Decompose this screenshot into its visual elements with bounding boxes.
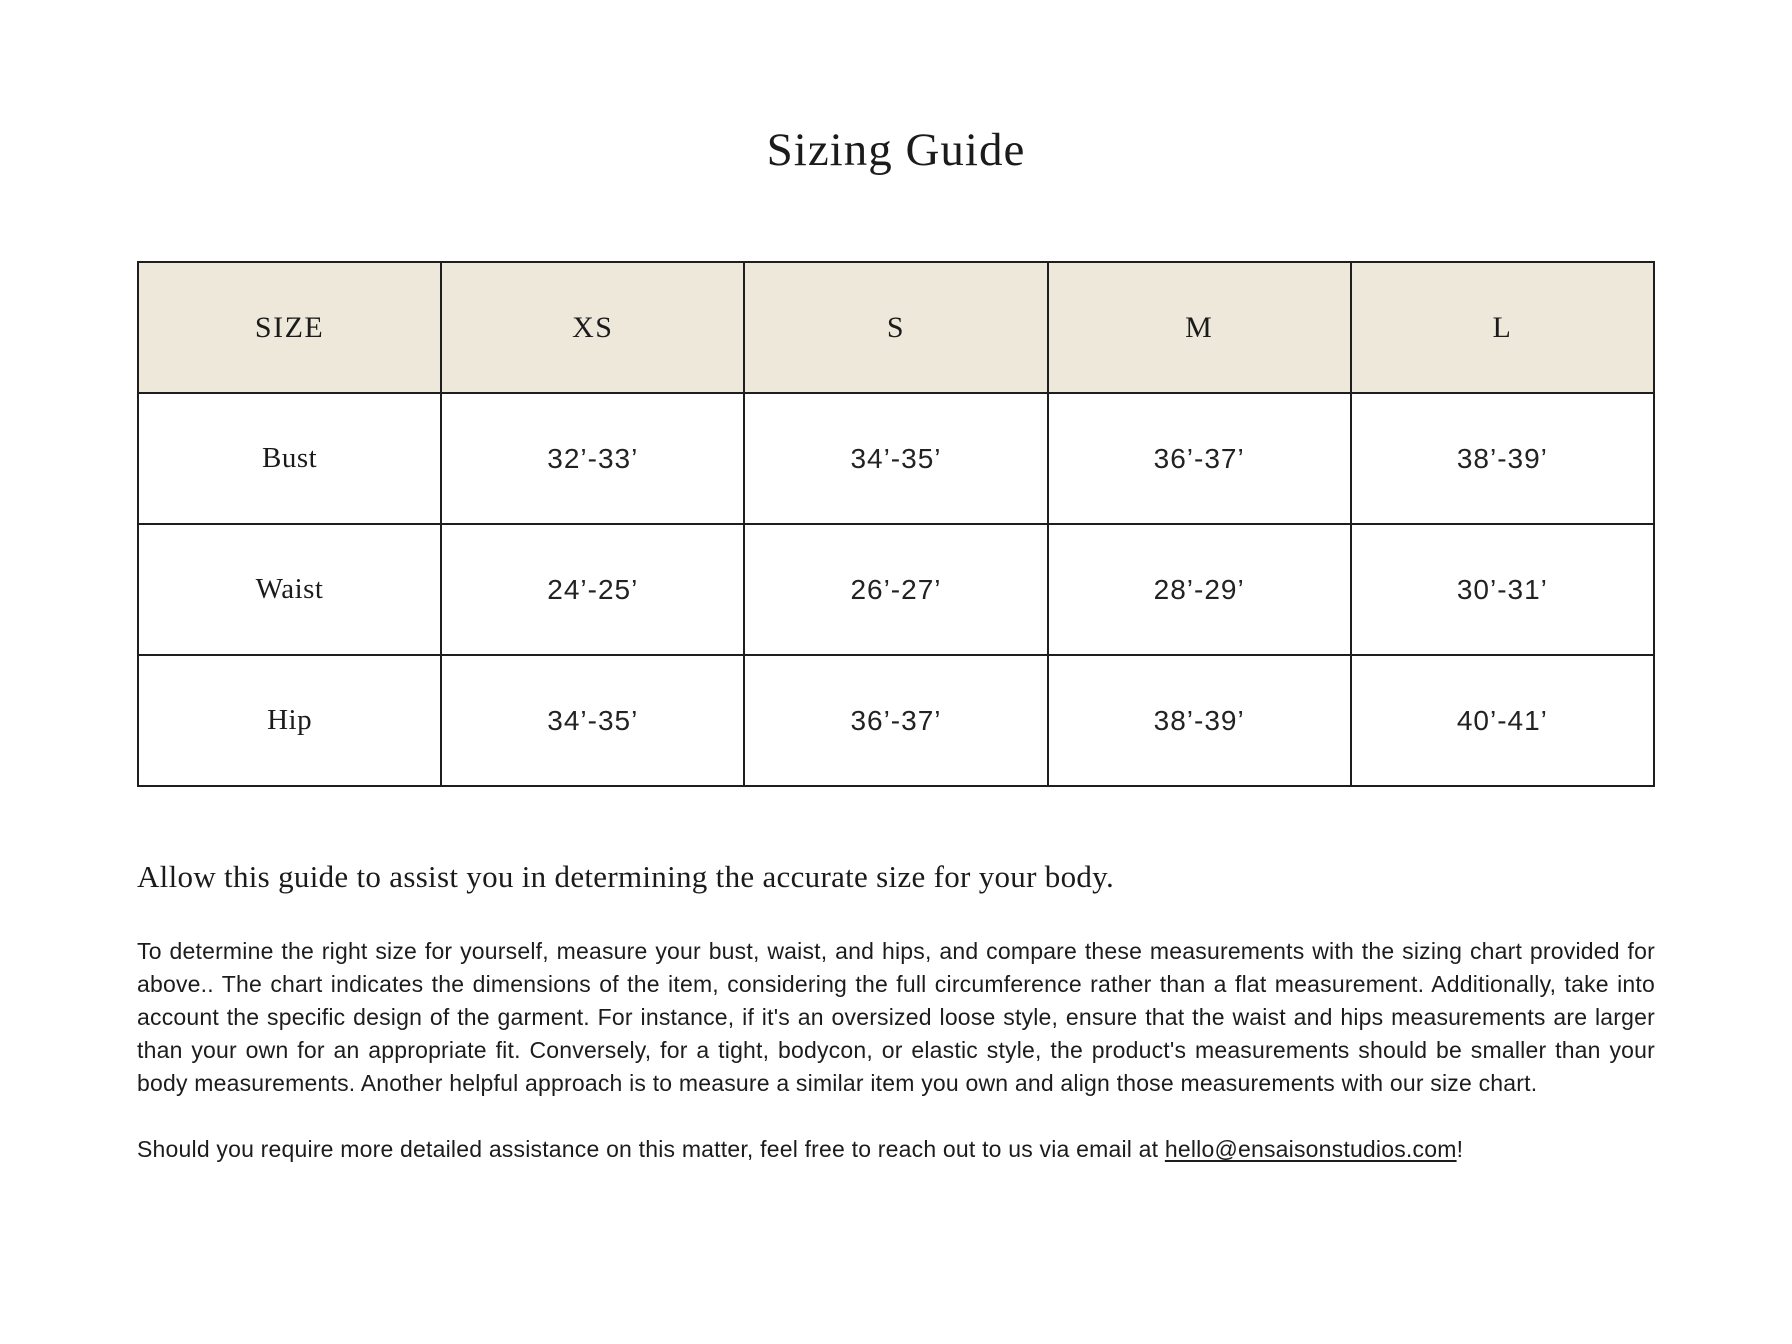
row-label-waist: Waist [138, 524, 441, 655]
instructions-paragraph: To determine the right size for yourself, measure your bust, waist, and hips, and compare these measurements with the sizing chart provided for above.. The chart indicates the dimensions of the item, considering the full circumference rather than a flat measurement. Additionally, take into account the specific design of the garment. For instance, if it's an oversized loose style, ensure that the waist and hips measurements are larger than your own for an appropriate fit. Conversely, for a tight, bodycon, or elastic style, the product's measurements should be smaller than your body measurements. Another helpful approach is to measure a similar item you own and align those measurements with our size chart. [137, 938, 1655, 1096]
header-cell-size: SIZE [138, 262, 441, 393]
table-row-bust [138, 393, 1654, 524]
measurement-cell-waist-s: 26’-27’ [744, 524, 1047, 655]
measurement-cell-waist-xs: 24’-25’ [441, 524, 744, 655]
measurement-cell-waist-l: 30’-31’ [1351, 524, 1654, 655]
guide-subheading: Allow this guide to assist you in determining the accurate size for your body. [137, 859, 1115, 894]
header-cell-l: L [1351, 262, 1654, 393]
measurement-cell-hip-m: 38’-39’ [1048, 655, 1351, 786]
row-label-bust: Bust [138, 393, 441, 524]
contact-text: Should you require more detailed assistance on this matter, feel free to reach out to us via email at [137, 1136, 1165, 1162]
page-title: Sizing Guide [766, 124, 1026, 176]
header-cell-s: S [744, 262, 1047, 393]
measurement-cell-bust-xs: 32’-33’ [441, 393, 744, 524]
contact-line [137, 1133, 1655, 1166]
header-cell-m: M [1048, 262, 1351, 393]
measurement-cell-waist-m: 28’-29’ [1048, 524, 1351, 655]
row-label-hip: Hip [138, 655, 441, 786]
table-row-waist [138, 524, 1654, 655]
header-cell-xs: XS [441, 262, 744, 393]
size-chart-table [137, 261, 1655, 787]
table-row-hip [138, 655, 1654, 786]
email-link[interactable]: hello@ensaisonstudios.com [1164, 1136, 1457, 1162]
measurement-cell-hip-s: 36’-37’ [744, 655, 1047, 786]
table-header-row [138, 262, 1654, 393]
measurement-cell-bust-m: 36’-37’ [1048, 393, 1351, 524]
measurement-cell-hip-l: 40’-41’ [1351, 655, 1654, 786]
measurement-cell-bust-s: 34’-35’ [744, 393, 1047, 524]
contact-exclamation: ! [1456, 1136, 1464, 1162]
measurement-cell-hip-xs: 34’-35’ [441, 655, 744, 786]
measurement-cell-bust-l: 38’-39’ [1351, 393, 1654, 524]
